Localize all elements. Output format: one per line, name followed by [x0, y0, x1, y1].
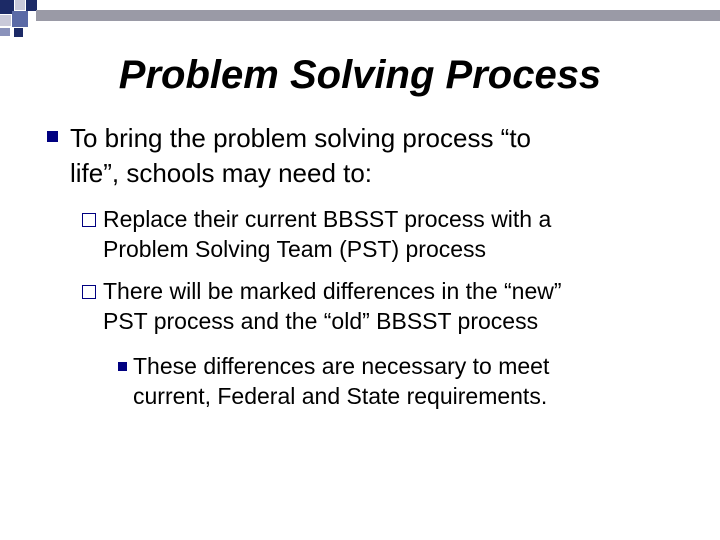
hollow-square-bullet-icon	[82, 213, 96, 227]
bullet-text	[70, 121, 690, 191]
hollow-square-bullet-icon	[82, 285, 96, 299]
top-bar	[36, 10, 720, 21]
corner-square	[0, 15, 11, 26]
slide-title: Problem Solving Process	[118, 53, 602, 97]
sub-bullet-text	[103, 204, 703, 264]
bullet-line: To bring the problem solving process “to	[70, 123, 532, 153]
corner-square	[15, 0, 25, 10]
bullet-line: life”, schools may need to:	[70, 158, 373, 188]
square-bullet-icon	[118, 362, 127, 371]
sub-bullet-line: Problem Solving Team (PST) process	[103, 236, 487, 262]
corner-square	[14, 28, 23, 37]
sub-bullet-line: Replace their current BBSST process with a	[103, 206, 552, 232]
corner-square	[0, 28, 10, 36]
sub-sub-bullet-text	[133, 351, 693, 411]
corner-square	[12, 11, 28, 27]
sub-sub-bullet-line: These differences are necessary to meet	[133, 353, 550, 379]
sub-bullet-line: There will be marked differences in the “new”	[103, 278, 562, 304]
sub-bullet-text	[103, 276, 703, 336]
sub-bullet-line: PST process and the “old” BBSST process	[103, 308, 539, 334]
sub-sub-bullet-line: current, Federal and State requirements.	[133, 383, 548, 409]
square-bullet-icon	[47, 131, 58, 142]
